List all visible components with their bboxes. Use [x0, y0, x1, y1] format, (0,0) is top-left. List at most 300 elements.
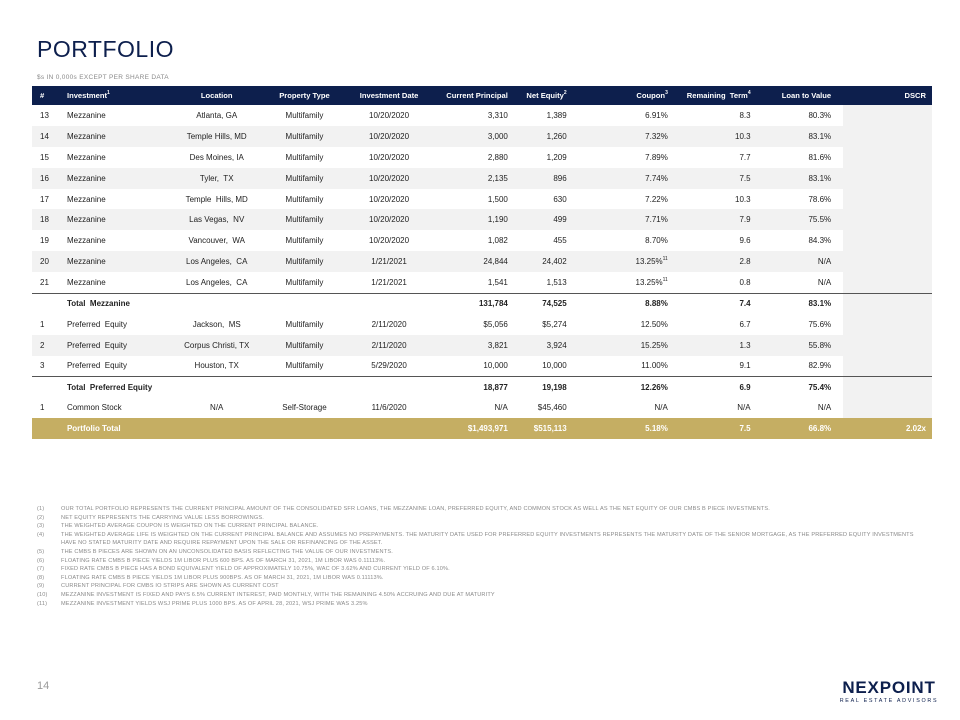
- cell-investment-value: Mezzanine: [66, 215, 106, 225]
- cell-investment-date: [347, 397, 432, 418]
- cell-remaining-term-value: 8.3: [739, 110, 751, 120]
- cell-num-value: 20: [40, 257, 49, 267]
- cell-location-value: Los Angeles, CA: [186, 277, 248, 287]
- footnote-text: MEZZANINE INVESTMENT IS FIXED AND PAYS 6.5% CURRENT INTEREST, PAID MONTHLY, WITH THE REMAINING 4.50% ACCRUING AND DUE AT MATURITY: [61, 591, 495, 598]
- footnote-number: (10): [37, 591, 48, 598]
- cell-location: [171, 147, 262, 168]
- cell-net-equity: [512, 230, 571, 251]
- cell-coupon-value: 13.25%: [635, 277, 663, 287]
- cell-coupon-value: 12.50%: [640, 319, 668, 329]
- cell-investment-value: Mezzanine: [66, 110, 106, 120]
- footnote: [37, 574, 917, 583]
- cell-loan-to-value-value: 83.1%: [808, 299, 832, 309]
- cell-current-principal-value: $5,056: [483, 319, 508, 329]
- cell-loan-to-value-value: 75.6%: [808, 319, 832, 329]
- cell-property-type: [262, 209, 347, 230]
- col-header-property-type: Property Type: [262, 86, 347, 105]
- cell-location-value: Atlanta, GA: [196, 110, 238, 120]
- cell-loan-to-value-value: 75.4%: [808, 382, 832, 392]
- cell-coupon-value: 7.74%: [645, 173, 668, 183]
- cell-dscr: [843, 272, 932, 293]
- cell-loan-to-value: [761, 251, 844, 272]
- cell-property-type-value: Multifamily: [285, 361, 324, 371]
- cell-property-type-value: Multifamily: [285, 194, 324, 204]
- cell-net-equity-value: 1,389: [546, 110, 567, 120]
- cell-investment-value: Mezzanine: [66, 236, 106, 246]
- cell-location-value: Corpus Christi, TX: [184, 340, 250, 350]
- cell-property-type: [262, 147, 347, 168]
- footnote-text: THE CMBS B PIECES ARE SHOWN ON AN UNCONSOLIDATED BASIS REFLECTING THE VALUE OF OUR INVESTMENTS.: [61, 548, 393, 555]
- cell-property-type-value: Multifamily: [285, 152, 324, 162]
- cell-investment-date-value: 1/21/2021: [371, 277, 407, 287]
- cell-dscr: [843, 314, 932, 335]
- cell-coupon-value: 7.32%: [645, 131, 668, 141]
- table-row: [32, 189, 932, 210]
- cell-loan-to-value-value: 66.8%: [808, 424, 832, 434]
- cell-location: [171, 230, 262, 251]
- cell-property-type-value: Multifamily: [285, 173, 324, 183]
- cell-loan-to-value-value: N/A: [817, 403, 832, 413]
- cell-num: [32, 147, 63, 168]
- footnote-text: FLOATING RATE CMBS B PIECE YIELDS 1M LIBOR PLUS 900BPS. AS OF MARCH 31, 2021, 1M LIBOR WAS 0.11113%.: [61, 574, 384, 581]
- cell-net-equity-value: 3,924: [546, 340, 567, 350]
- cell-location-value: N/A: [210, 403, 224, 413]
- footnote: [37, 531, 917, 548]
- footnote-text: THE WEIGHTED AVERAGE LIFE IS WEIGHTED ON THE CURRENT PRINCIPAL BALANCE AND ASSUMES NO PREPAYMENTS. THE MATURITY DATE USED FOR PREFERRED EQUITY INVESTMENTS REPRESENTS THE MATURITY DATE OF THE SENIOR MORTGAGE, AS THE PREFERRED EQUITY INVESTMENTS HAVE NO STATED MATURITY DATE AND REQUIRE REPAYMENT UPON THE SALE OR REFINANCING OF THE ASSET.: [61, 531, 914, 547]
- cell-current-principal-value: 1,190: [487, 215, 508, 225]
- cell-loan-to-value: [761, 189, 844, 210]
- cell-net-equity-value: $515,113: [533, 424, 567, 434]
- cell-remaining-term-value: 10.3: [735, 131, 751, 141]
- footnotes: [37, 505, 917, 608]
- cell-location-value: Vancouver, WA: [188, 236, 245, 246]
- cell-current-principal: [431, 418, 512, 439]
- cell-property-type: [262, 251, 347, 272]
- cell-total-label-value: Total Preferred Equity: [66, 382, 153, 392]
- cell-remaining-term: [672, 251, 761, 272]
- footnote: [37, 565, 917, 574]
- cell-coupon-value: 13.25%: [635, 257, 663, 267]
- cell-investment-date: [347, 314, 432, 335]
- cell-remaining-term: [672, 168, 761, 189]
- cell-dscr: [843, 147, 932, 168]
- cell-coupon: [571, 126, 672, 147]
- cell-total-label: [63, 377, 431, 398]
- cell-property-type: [262, 168, 347, 189]
- cell-current-principal-value: 24,844: [483, 257, 508, 267]
- cell-loan-to-value: [761, 397, 844, 418]
- cell-current-principal-value: 10,000: [483, 361, 508, 371]
- footnote-number: (7): [37, 566, 45, 573]
- cell-loan-to-value: [761, 418, 844, 439]
- cell-coupon-value: 5.18%: [645, 424, 668, 434]
- cell-dscr: [843, 356, 932, 377]
- cell-current-principal-value: 3,821: [487, 340, 508, 350]
- table-row: [32, 251, 932, 272]
- col-header-investment: [63, 86, 171, 105]
- cell-investment-value: Preferred Equity: [66, 340, 127, 350]
- cell-net-equity-value: 896: [553, 173, 567, 183]
- cell-current-principal: [431, 147, 512, 168]
- cell-remaining-term: [672, 189, 761, 210]
- cell-num-value: 15: [40, 152, 49, 162]
- cell-coupon-value: 8.88%: [645, 299, 668, 309]
- cell-num: [32, 272, 63, 293]
- cell-dscr: [843, 168, 932, 189]
- cell-dscr: [843, 335, 932, 356]
- cell-current-principal: [431, 356, 512, 377]
- cell-loan-to-value: [761, 314, 844, 335]
- cell-coupon-value: N/A: [654, 403, 668, 413]
- cell-property-type: [262, 356, 347, 377]
- cell-remaining-term: [672, 377, 761, 398]
- cell-loan-to-value-value: 81.6%: [808, 152, 832, 162]
- cell-coupon: [571, 377, 672, 398]
- cell-remaining-term: [672, 126, 761, 147]
- cell-location-value: Houston, TX: [194, 361, 239, 371]
- cell-loan-to-value: [761, 147, 844, 168]
- table-row: [32, 314, 932, 335]
- cell-investment-date-value: 10/20/2020: [369, 131, 410, 141]
- cell-investment-date-value: 10/20/2020: [369, 194, 410, 204]
- footnote: [37, 514, 917, 523]
- cell-location: [171, 272, 262, 293]
- cell-property-type-value: Multifamily: [285, 319, 324, 329]
- cell-property-type-value: Multifamily: [285, 340, 324, 350]
- cell-dscr: [843, 251, 932, 272]
- cell-investment: [63, 230, 171, 251]
- cell-coupon-value: 6.91%: [645, 110, 668, 120]
- cell-current-principal-value: 18,877: [483, 382, 508, 392]
- cell-net-equity-value: 499: [553, 215, 567, 225]
- cell-coupon: [571, 105, 672, 126]
- cell-num: [32, 230, 63, 251]
- col-header-net-equity-label: Net Equity: [526, 91, 564, 100]
- cell-current-principal-value: 2,880: [487, 152, 508, 162]
- footnote: [37, 557, 917, 566]
- cell-remaining-term-value: 7.9: [739, 215, 751, 225]
- footnote-text: MEZZANINE INVESTMENT YIELDS WSJ PRIME PLUS 1000 BPS. AS OF APRIL 28, 2021, WSJ PRIME WAS 3.25%: [61, 600, 368, 607]
- cell-num: [32, 251, 63, 272]
- cell-net-equity: [512, 105, 571, 126]
- subtotal-row: [32, 293, 932, 314]
- cell-dscr: [843, 105, 932, 126]
- cell-remaining-term: [672, 147, 761, 168]
- cell-num-value: 1: [40, 319, 45, 329]
- cell-current-principal-value: 1,082: [487, 236, 508, 246]
- logo-tagline: REAL ESTATE ADVISORS: [839, 698, 939, 704]
- cell-loan-to-value-value: 83.1%: [808, 173, 832, 183]
- footnote-number: (11): [37, 600, 48, 607]
- cell-remaining-term: [672, 418, 761, 439]
- footnote-number: (3): [37, 523, 45, 530]
- col-header-coupon: [571, 86, 672, 105]
- cell-location-value: Temple Hills, MD: [185, 194, 248, 204]
- cell-coupon-value: 7.89%: [645, 152, 668, 162]
- cell-loan-to-value: [761, 356, 844, 377]
- cell-net-equity: [512, 397, 571, 418]
- cell-location: [171, 126, 262, 147]
- table-header-row: [32, 86, 932, 105]
- cell-investment-date: [347, 189, 432, 210]
- cell-loan-to-value: [761, 377, 844, 398]
- cell-coupon: [571, 293, 672, 314]
- col-header-net-equity: [512, 86, 571, 105]
- cell-loan-to-value-value: 78.6%: [808, 194, 832, 204]
- cell-investment-value: Mezzanine: [66, 277, 106, 287]
- cell-coupon: [571, 397, 672, 418]
- col-header-location: Location: [171, 86, 262, 105]
- cell-dscr: [843, 209, 932, 230]
- portfolio-table: [32, 86, 932, 439]
- cell-num: [32, 105, 63, 126]
- cell-investment: [63, 272, 171, 293]
- cell-investment-date-value: 11/6/2020: [371, 403, 407, 413]
- cell-current-principal: [431, 209, 512, 230]
- cell-location-value: Des Moines, IA: [189, 152, 244, 162]
- cell-investment-value: Mezzanine: [66, 131, 106, 141]
- cell-current-principal: [431, 230, 512, 251]
- cell-property-type-value: Multifamily: [285, 110, 324, 120]
- units-subtitle: $s IN 0,000s EXCEPT PER SHARE DATA: [37, 74, 169, 81]
- cell-net-equity: [512, 356, 571, 377]
- cell-location-value: Tyler, TX: [199, 173, 234, 183]
- cell-remaining-term-value: 7.5: [739, 173, 751, 183]
- cell-coupon-value: 11.00%: [641, 361, 668, 371]
- table-row: [32, 209, 932, 230]
- cell-remaining-term-value: 9.6: [739, 236, 751, 246]
- cell-investment-value: Mezzanine: [66, 257, 106, 267]
- cell-investment-value: Mezzanine: [66, 152, 106, 162]
- cell-net-equity: [512, 209, 571, 230]
- cell-num-value: 17: [40, 194, 49, 204]
- cell-loan-to-value: [761, 335, 844, 356]
- cell-remaining-term-value: 6.9: [739, 382, 751, 392]
- cell-net-equity-value: 74,525: [542, 299, 567, 309]
- cell-dscr: [843, 126, 932, 147]
- cell-current-principal-value: 2,135: [487, 173, 508, 183]
- footnote-text: FIXED RATE CMBS B PIECE HAS A BOND EQUIVALENT YIELD OF APPROXIMATELY 10.75%, WAC OF 3.62% AND CURRENT YIELD OF 6.10%.: [61, 566, 450, 573]
- col-header-coupon-label: Coupon: [636, 91, 666, 100]
- cell-location-value: Las Vegas, NV: [189, 215, 245, 225]
- cell-investment-date: [347, 335, 432, 356]
- cell-remaining-term-value: 2.8: [739, 257, 751, 267]
- footnote-number: (4): [37, 531, 45, 538]
- page-number: 14: [37, 680, 50, 692]
- cell-location: [171, 314, 262, 335]
- cell-investment-date: [347, 126, 432, 147]
- cell-remaining-term: [672, 105, 761, 126]
- cell-dscr: [843, 293, 932, 314]
- cell-net-equity: [512, 251, 571, 272]
- cell-investment-date: [347, 147, 432, 168]
- cell-num: [32, 168, 63, 189]
- cell-loan-to-value: [761, 272, 844, 293]
- cell-location-value: Los Angeles, CA: [186, 257, 248, 267]
- cell-property-type-value: Multifamily: [285, 257, 324, 267]
- cell-location: [171, 209, 262, 230]
- col-header-current-principal: Current Principal: [431, 86, 512, 105]
- cell-num-value: 14: [40, 131, 49, 141]
- cell-current-principal-value: 1,500: [487, 194, 508, 204]
- cell-current-principal: [431, 397, 512, 418]
- logo-wordmark: NEXPOINT: [842, 678, 936, 697]
- cell-investment-date-value: 10/20/2020: [369, 236, 410, 246]
- cell-remaining-term: [672, 293, 761, 314]
- table-row: [32, 335, 932, 356]
- cell-loan-to-value-value: 55.8%: [808, 340, 832, 350]
- nexpoint-logo: [833, 679, 945, 705]
- cell-current-principal-value: 1,541: [487, 277, 508, 287]
- cell-coupon-value: 12.26%: [640, 382, 668, 392]
- cell-coupon: [571, 209, 672, 230]
- cell-dscr: [843, 397, 932, 418]
- cell-coupon-value: 15.25%: [640, 340, 668, 350]
- cell-investment-date-value: 10/20/2020: [369, 215, 410, 225]
- cell-num: [32, 335, 63, 356]
- footnote-text: CURRENT PRINCIPAL FOR CMBS IO STRIPS ARE SHOWN AS CURRENT COST: [61, 583, 279, 590]
- cell-loan-to-value: [761, 105, 844, 126]
- cell-num: [32, 377, 63, 398]
- cell-remaining-term: [672, 397, 761, 418]
- cell-coupon-value: 8.70%: [645, 236, 668, 246]
- table-row: [32, 272, 932, 293]
- cell-net-equity: [512, 126, 571, 147]
- cell-dscr-value: 2.02x: [905, 424, 926, 434]
- cell-coupon: [571, 314, 672, 335]
- cell-coupon: [571, 168, 672, 189]
- cell-current-principal-value: 3,310: [487, 110, 508, 120]
- cell-current-principal: [431, 105, 512, 126]
- cell-net-equity-value: 24,402: [542, 257, 567, 267]
- cell-investment-date-value: 10/20/2020: [369, 173, 410, 183]
- cell-dscr: [843, 230, 932, 251]
- cell-current-principal-value: 131,784: [478, 299, 508, 309]
- cell-num: [32, 397, 63, 418]
- col-header-investment-date: Investment Date: [347, 86, 432, 105]
- cell-coupon-value: 7.71%: [645, 215, 668, 225]
- cell-property-type: [262, 126, 347, 147]
- cell-property-type: [262, 189, 347, 210]
- table-row: [32, 168, 932, 189]
- cell-investment-date: [347, 168, 432, 189]
- cell-num-value: 13: [40, 110, 49, 120]
- cell-num-value: 18: [40, 215, 49, 225]
- cell-loan-to-value-value: N/A: [817, 277, 832, 287]
- footnote-ref: 3: [665, 90, 668, 96]
- cell-net-equity-value: 630: [553, 194, 567, 204]
- col-header-loan-to-value: Loan to Value: [761, 86, 844, 105]
- cell-net-equity: [512, 189, 571, 210]
- footnote: [37, 591, 917, 600]
- footnote-ref: 11: [662, 256, 668, 263]
- cell-current-principal-value: 3,000: [487, 131, 508, 141]
- cell-net-equity: [512, 314, 571, 335]
- cell-net-equity: [512, 147, 571, 168]
- cell-remaining-term: [672, 209, 761, 230]
- cell-num-value: 3: [40, 361, 45, 371]
- footnote-number: (8): [37, 574, 45, 581]
- cell-location: [171, 356, 262, 377]
- cell-net-equity-value: 19,198: [542, 382, 567, 392]
- table-row: [32, 397, 932, 418]
- cell-property-type: [262, 335, 347, 356]
- cell-location: [171, 251, 262, 272]
- cell-remaining-term-value: 6.7: [739, 319, 751, 329]
- footnote-number: (2): [37, 514, 45, 521]
- portfolio-total-row: [32, 418, 932, 439]
- cell-location: [171, 335, 262, 356]
- cell-investment-value: Mezzanine: [66, 173, 106, 183]
- cell-current-principal: [431, 314, 512, 335]
- cell-location: [171, 105, 262, 126]
- cell-investment: [63, 356, 171, 377]
- cell-property-type-value: Multifamily: [285, 215, 324, 225]
- cell-remaining-term-value: 7.4: [739, 299, 751, 309]
- cell-total-label-value: Portfolio Total: [66, 424, 121, 434]
- cell-dscr: [843, 189, 932, 210]
- cell-current-principal: [431, 251, 512, 272]
- cell-num: [32, 189, 63, 210]
- cell-investment-value: Mezzanine: [66, 194, 106, 204]
- cell-remaining-term-value: 10.3: [735, 194, 751, 204]
- cell-property-type: [262, 230, 347, 251]
- cell-investment-value: Common Stock: [66, 403, 122, 413]
- cell-num-value: 19: [40, 236, 49, 246]
- footnote: [37, 600, 917, 609]
- cell-num-value: 1: [40, 403, 45, 413]
- footnote-number: (9): [37, 583, 45, 590]
- cell-dscr: [843, 377, 932, 398]
- cell-investment: [63, 314, 171, 335]
- footnote: [37, 582, 917, 591]
- col-header-remaining-term: [672, 86, 761, 105]
- cell-coupon: [571, 189, 672, 210]
- cell-net-equity: [512, 168, 571, 189]
- footnote-ref: 1: [107, 90, 110, 96]
- table-body: [32, 105, 932, 439]
- cell-net-equity: [512, 377, 571, 398]
- cell-remaining-term: [672, 272, 761, 293]
- cell-coupon: [571, 251, 672, 272]
- col-header-num: #: [32, 86, 63, 105]
- cell-remaining-term-value: 7.7: [739, 152, 751, 162]
- cell-investment: [63, 209, 171, 230]
- table-row: [32, 356, 932, 377]
- cell-coupon: [571, 356, 672, 377]
- cell-location-value: Jackson, MS: [192, 319, 241, 329]
- cell-loan-to-value-value: N/A: [817, 257, 832, 267]
- cell-net-equity: [512, 272, 571, 293]
- cell-num-value: 16: [40, 173, 49, 183]
- cell-coupon: [571, 418, 672, 439]
- cell-num: [32, 356, 63, 377]
- cell-net-equity-value: 455: [553, 236, 567, 246]
- page-title: PORTFOLIO: [37, 36, 174, 62]
- cell-net-equity: [512, 418, 571, 439]
- cell-property-type-value: Self-Storage: [282, 403, 327, 413]
- cell-property-type: [262, 105, 347, 126]
- cell-investment-date: [347, 272, 432, 293]
- cell-total-label: [63, 418, 431, 439]
- footnote-number: (6): [37, 557, 45, 564]
- cell-loan-to-value: [761, 168, 844, 189]
- col-header-dscr: DSCR: [843, 86, 932, 105]
- cell-current-principal: [431, 168, 512, 189]
- cell-num-value: 2: [40, 340, 45, 350]
- cell-location: [171, 189, 262, 210]
- cell-dscr: [843, 418, 932, 439]
